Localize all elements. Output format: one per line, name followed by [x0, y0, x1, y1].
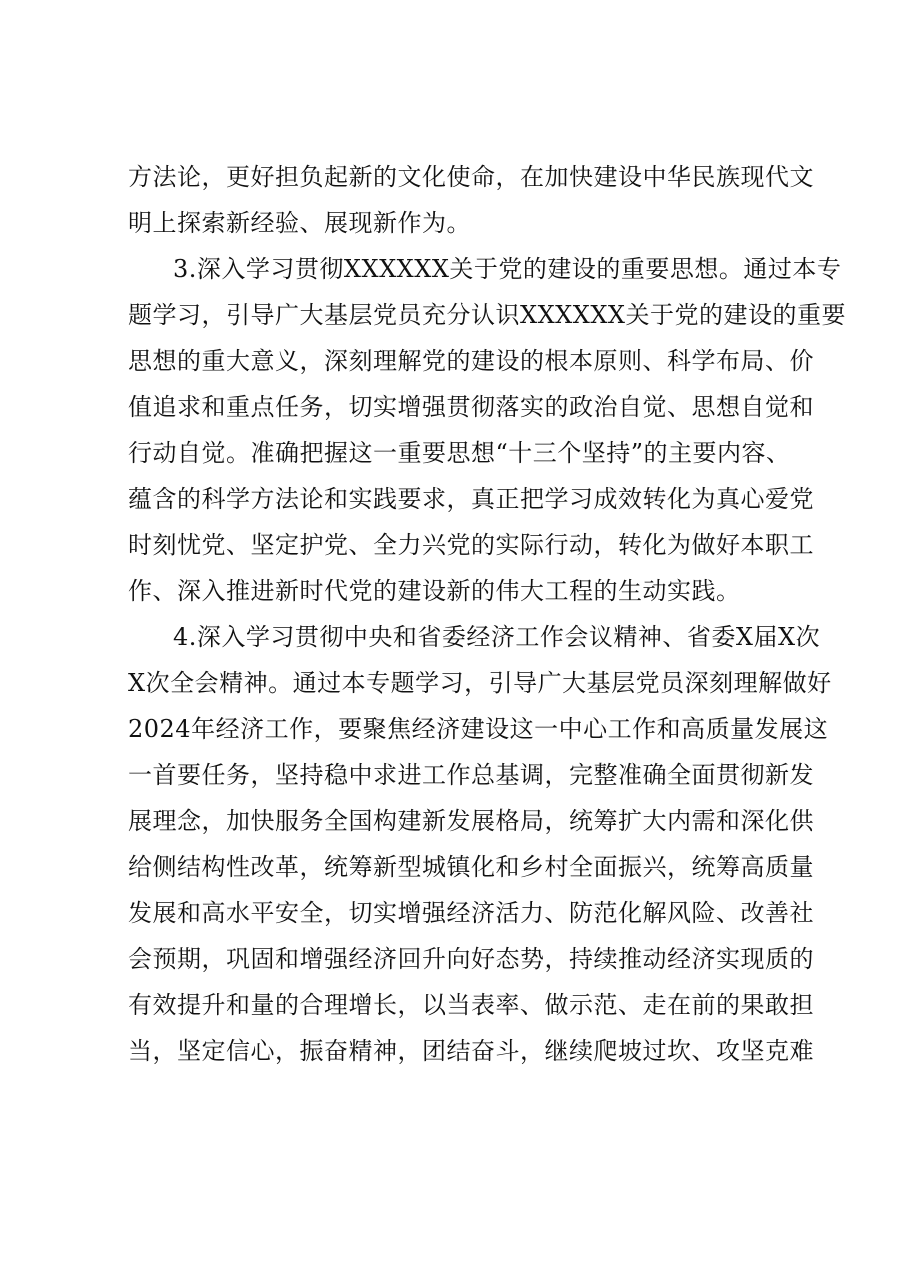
- document-body: [128, 154, 847, 1074]
- paragraph-3-line-8: 会预期，巩固和增强经济回升向好态势，持续推动经济实现质的: [128, 945, 814, 973]
- paragraph-3-line-3: 2024年经济工作，要聚焦经济建设这一中心工作和高质量发展这: [128, 715, 829, 743]
- paragraph-2-line-5: 行动自觉。准确把握这一重要思想“十三个坚持”的主要内容、: [128, 439, 791, 467]
- paragraph-2-line-8: 作、深入推进新时代党的建设新的伟大工程的生动实践。: [128, 577, 741, 605]
- paragraph-2-line-3: 思想的重大意义，深刻理解党的建设的根本原则、科学布局、价: [128, 347, 814, 375]
- paragraph-2-line-1: 3.深入学习贯彻XXXXXX关于党的建设的重要思想。通过本专: [173, 255, 842, 283]
- paragraph-3-line-10: 当，坚定信心，振奋精神，团结奋斗，继续爬坡过坎、攻坚克难: [128, 1037, 814, 1065]
- paragraph-1-line-2: 明上探索新经验、展现新作为。: [128, 209, 471, 237]
- paragraph-3-line-1: 4.深入学习贯彻中央和省委经济工作会议精神、省委X届X次: [173, 623, 821, 651]
- paragraph-3-line-6: 给侧结构性改革，统筹新型城镇化和乡村全面振兴，统筹高质量: [128, 853, 814, 881]
- paragraph-2-line-4: 值追求和重点任务，切实增强贯彻落实的政治自觉、思想自觉和: [128, 393, 814, 421]
- paragraph-3-line-5: 展理念，加快服务全国构建新发展格局，统筹扩大内需和深化供: [128, 807, 814, 835]
- paragraph-3-line-9: 有效提升和量的合理增长，以当表率、做示范、走在前的果敢担: [128, 991, 814, 1019]
- paragraph-2-line-6: 蕴含的科学方法论和实践要求，真正把学习成效转化为真心爱党: [128, 485, 814, 513]
- paragraph-3-line-7: 发展和高水平安全，切实增强经济活力、防范化解风险、改善社: [128, 899, 814, 927]
- paragraph-1-line-1: 方法论，更好担负起新的文化使命，在加快建设中华民族现代文: [128, 163, 814, 191]
- paragraph-3-line-2: X次全会精神。通过本专题学习，引导广大基层党员深刻理解做好: [128, 669, 832, 697]
- paragraph-2-line-7: 时刻忧党、坚定护党、全力兴党的实际行动，转化为做好本职工: [128, 531, 814, 559]
- paragraph-2-line-2: 题学习，引导广大基层党员充分认识XXXXXX关于党的建设的重要: [128, 301, 847, 329]
- paragraph-3-line-4: 一首要任务，坚持稳中求进工作总基调，完整准确全面贯彻新发: [128, 761, 814, 789]
